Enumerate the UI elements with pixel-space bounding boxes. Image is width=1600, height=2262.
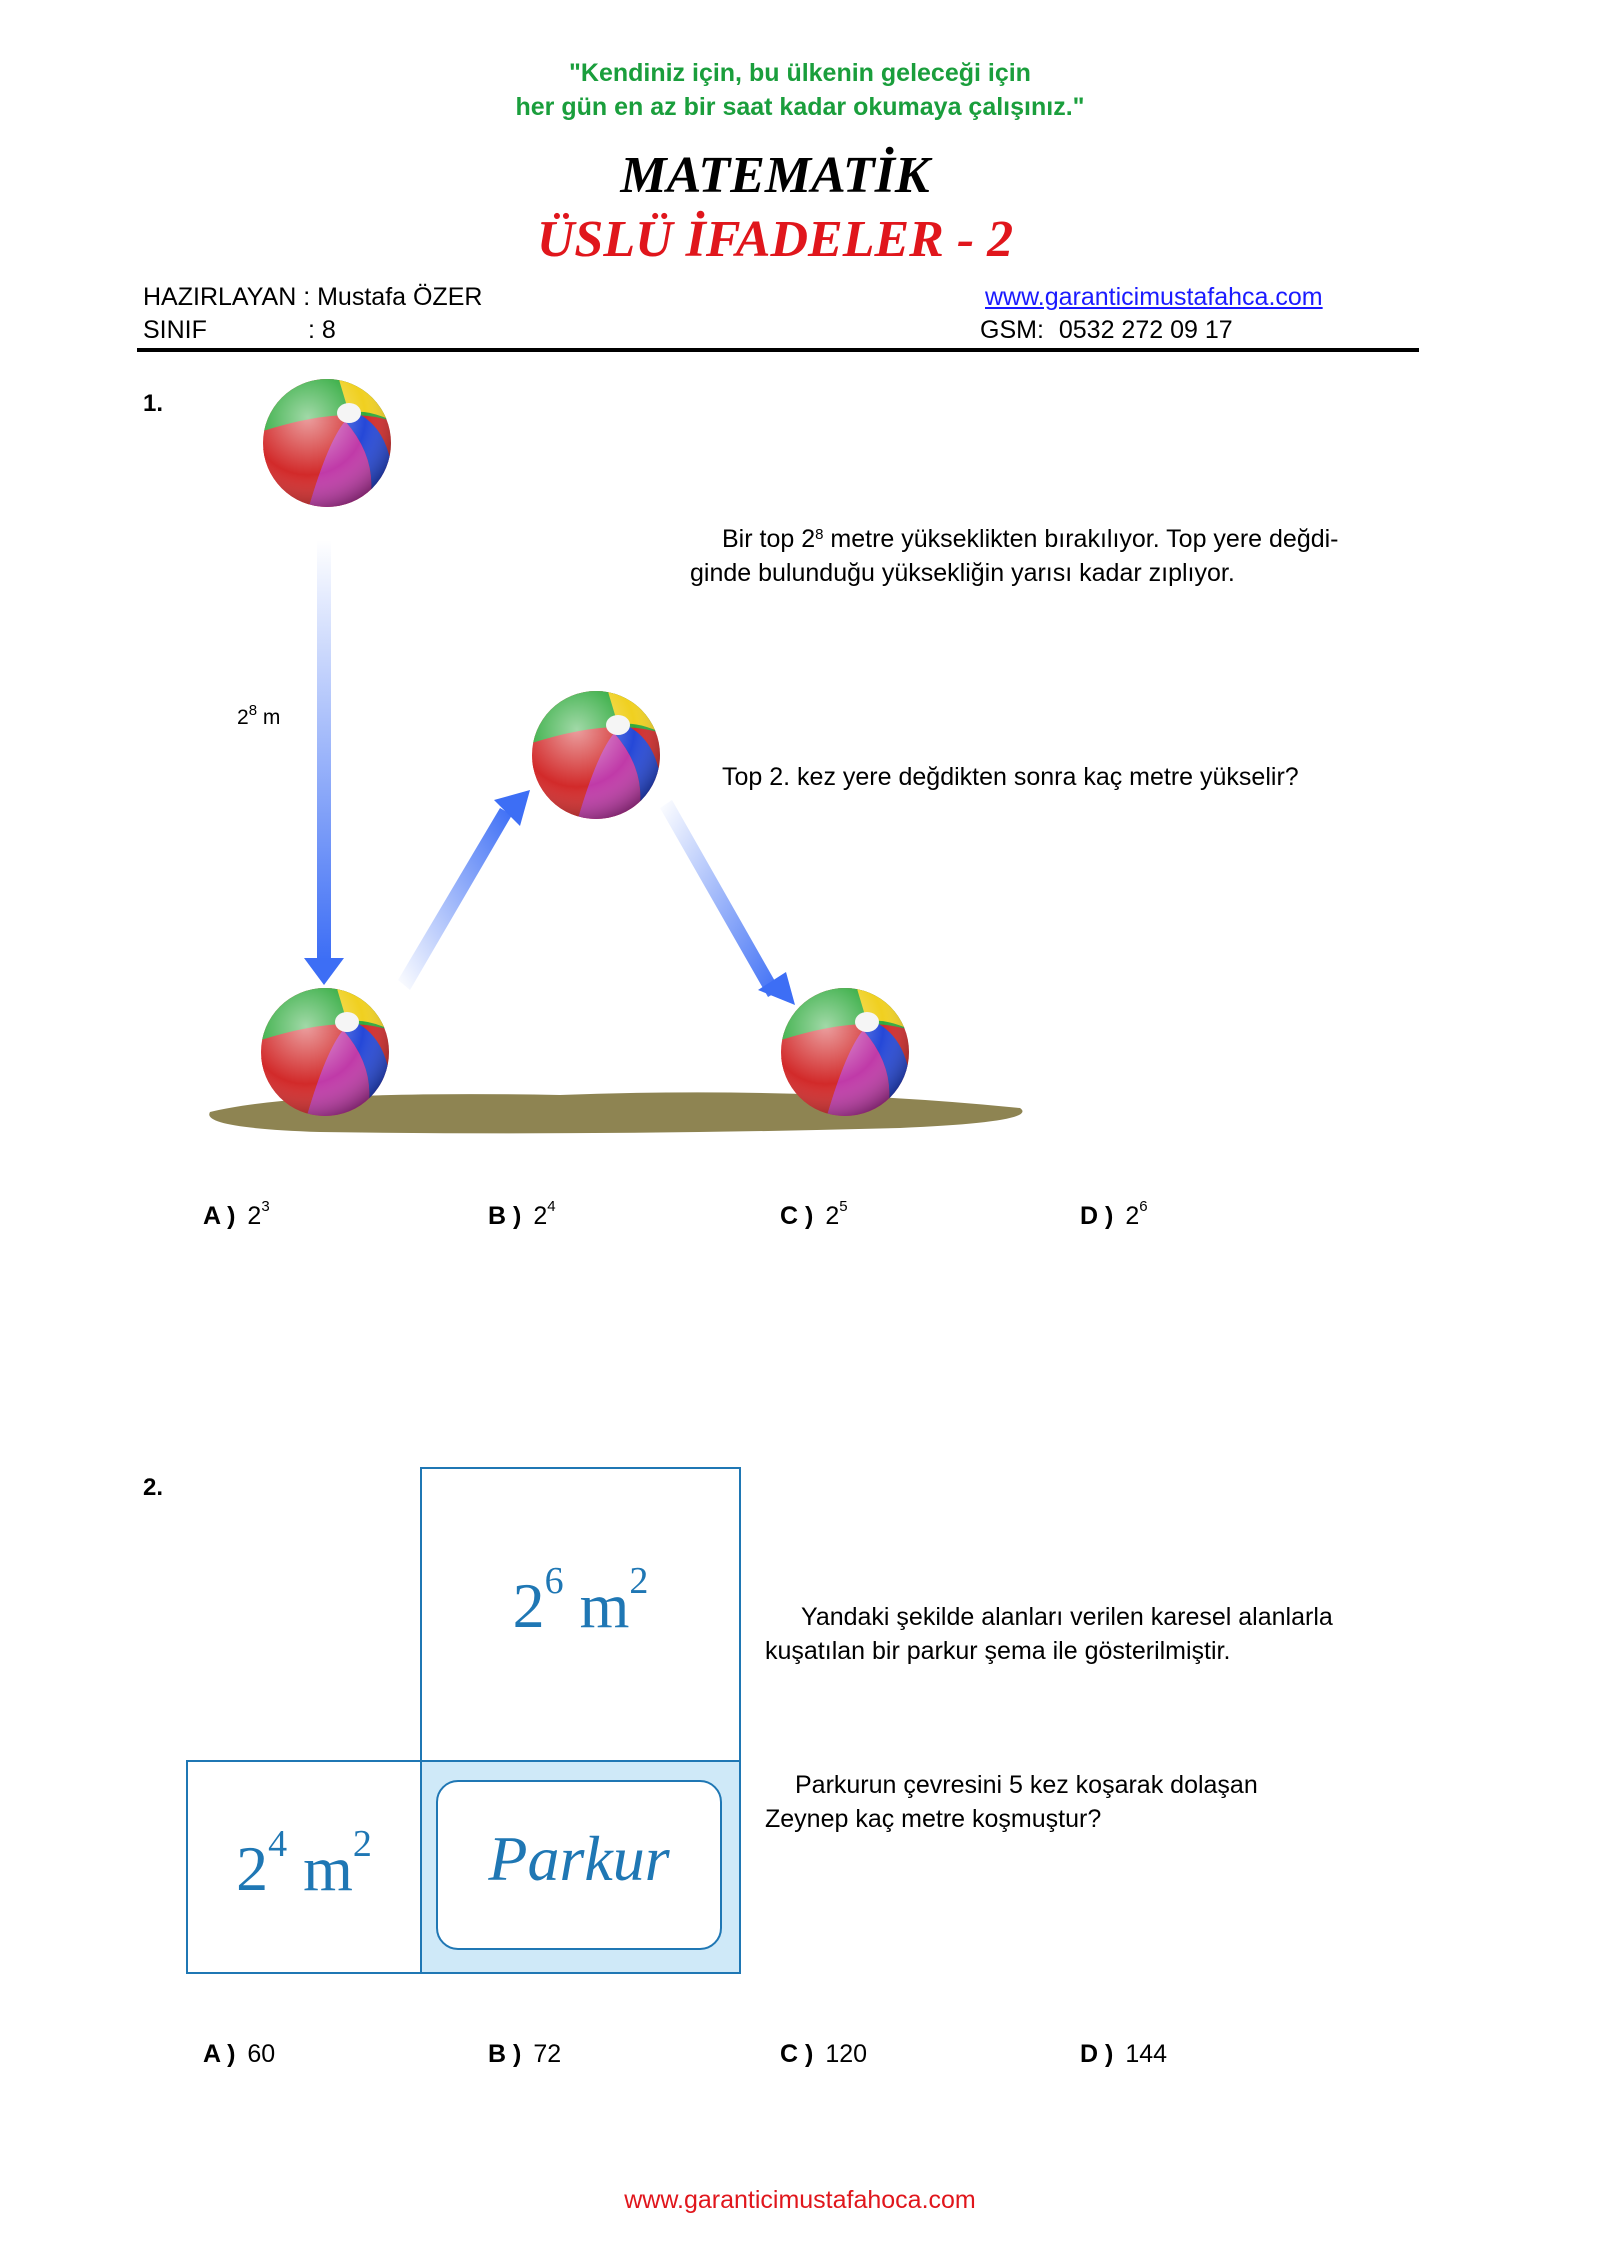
topic-title: ÜSLÜ İFADELER - 2: [536, 211, 1014, 268]
subject-title: MATEMATİK: [620, 147, 930, 204]
class-label: SINIF: [143, 316, 207, 344]
left-square: [186, 1760, 422, 1974]
ball-middle: [526, 685, 666, 825]
parkur-square: [420, 1760, 741, 1974]
q2-option-c[interactable]: C ) 120: [780, 2040, 868, 2068]
question-2-text: Yandaki şekilde alanları verilen karesel alanlarla kuşatılan bir parkur şema ile gösterilmiştir.: [765, 1603, 1333, 1665]
quote-line-2: her gün en az bir saat kadar okumaya çalışınız.": [515, 93, 1085, 121]
ball-top: [257, 373, 397, 513]
parkur-track: [436, 1780, 722, 1950]
fall-arrow-head: [304, 958, 344, 985]
q1-option-b[interactable]: B ) $2^4$: [488, 1198, 556, 1230]
question-2-prompt: Parkurun çevresini 5 kez koşarak dolaşan Zeynep kaç metre koşmuştur?: [765, 1771, 1258, 1833]
fall-arrow: [317, 540, 331, 960]
q2-option-d[interactable]: D ) 144: [1080, 2040, 1168, 2068]
q1-option-c[interactable]: C ) $2^5$: [780, 1198, 848, 1230]
q2-option-a[interactable]: A ) 60: [203, 2040, 276, 2068]
question-1-number: 1.: [143, 390, 164, 417]
q1-option-a[interactable]: A ) $2^3$: [203, 1198, 270, 1230]
bounce-down-arrow: [660, 800, 780, 997]
header-website-link[interactable]: www.garanticimustafahca.com: [985, 283, 1323, 311]
footer-website[interactable]: www.garanticimustafahoca.com: [624, 2186, 976, 2214]
quote-line-1: "Kendiniz için, bu ülkenin geleceği için: [569, 59, 1031, 87]
class-value: : 8: [308, 316, 336, 344]
height-label: $2^8$ m: [237, 702, 281, 729]
q2-option-b[interactable]: B ) 72: [488, 2040, 562, 2068]
question-2-number: 2.: [143, 1474, 164, 1501]
prepared-by: HAZIRLAYAN : Mustafa ÖZER: [143, 283, 483, 311]
left-square-area: $2^4$ $m^2$: [236, 1823, 372, 1904]
gsm-value: 0532 272 09 17: [1058, 316, 1233, 344]
question-1-text: Bir top $2^8$ metre yükseklikten bırakılıyor. Top yere değdi- ginde bulunduğu yüksekliğin yarısı kadar zıplıyor.: [690, 525, 1339, 587]
top-square: [420, 1467, 741, 1762]
question-1-prompt: Top 2. kez yere değdikten sonra kaç metre yükselir?: [722, 763, 1299, 791]
top-square-area: $2^6$ $m^2$: [512, 1560, 649, 1641]
parkur-label: Parkur: [488, 1823, 670, 1894]
gsm-label: GSM:: [980, 316, 1044, 344]
q1-option-d[interactable]: D ) $2^6$: [1080, 1198, 1148, 1230]
bounce-up-arrow: [398, 808, 512, 990]
